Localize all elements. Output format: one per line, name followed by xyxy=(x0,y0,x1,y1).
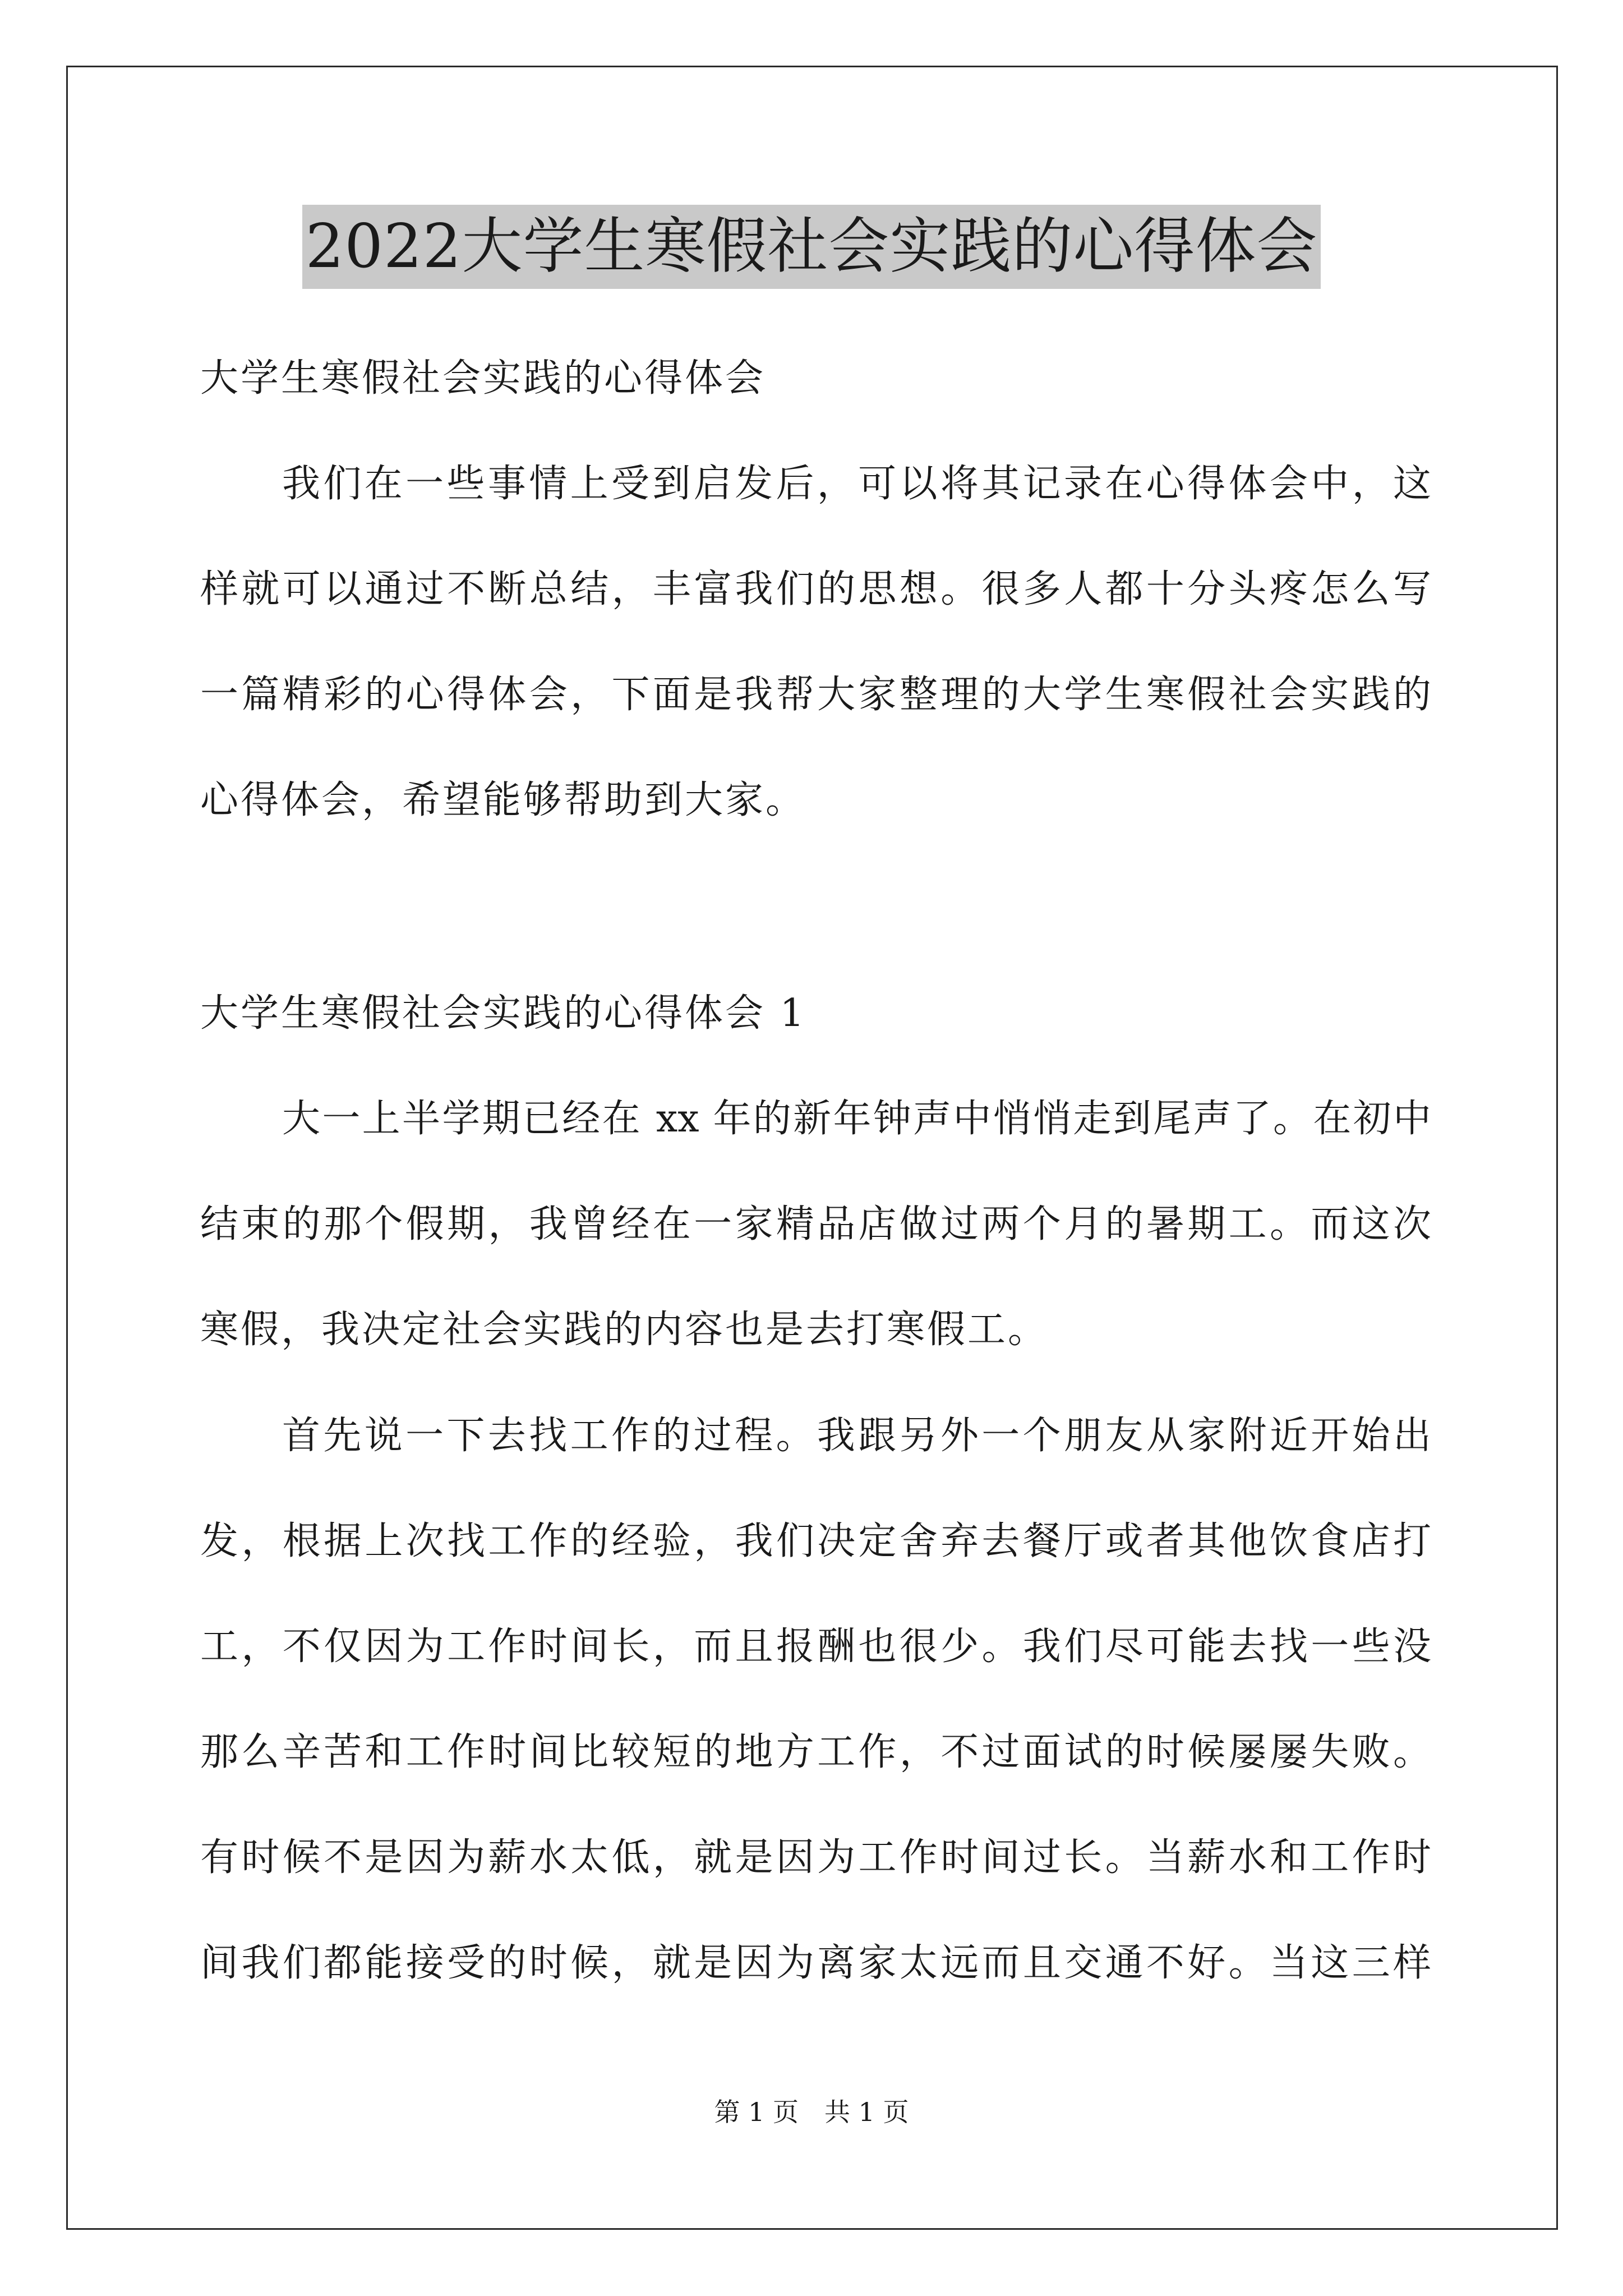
paragraph-line: 寒假，我决定社会实践的内容也是去打寒假工。 xyxy=(200,1308,1049,1352)
document-subtitle: 大学生寒假社会实践的心得体会 xyxy=(200,356,766,401)
intro-line: 我们在一些事情上受到启发后，可以将其记录在心得体会中，这 xyxy=(282,462,1431,506)
paragraph-line: 有时候不是因为薪水太低，就是因为工作时间过长。当薪水和工作时 xyxy=(200,1835,1431,1880)
paragraph-line: 那么辛苦和工作时间比较短的地方工作，不过面试的时候屡屡失败。 xyxy=(200,1730,1431,1774)
title-container xyxy=(0,205,1623,289)
intro-line: 一篇精彩的心得体会，下面是我帮大家整理的大学生寒假社会实践的 xyxy=(200,673,1431,717)
paragraph-line: 大一上半学期已经在 xx 年的新年钟声中悄悄走到尾声了。在初中 xyxy=(282,1097,1431,1141)
section-heading: 大学生寒假社会实践的心得体会 1 xyxy=(200,991,806,1036)
paragraph-line: 结束的那个假期，我曾经在一家精品店做过两个月的暑期工。而这次 xyxy=(200,1202,1431,1246)
intro-line: 心得体会，希望能够帮助到大家。 xyxy=(200,778,806,822)
intro-line: 样就可以通过不断总结，丰富我们的思想。很多人都十分头疼怎么写 xyxy=(200,567,1431,611)
paragraph-line: 间我们都能接受的时候，就是因为离家太远而且交通不好。当这三样 xyxy=(200,1941,1431,1985)
paragraph-line: 发，根据上次找工作的经验，我们决定舍弃去餐厅或者其他饮食店打 xyxy=(200,1519,1431,1563)
page-number: 第 1 页 共 1 页 xyxy=(714,2097,909,2127)
document-title: 2022大学生寒假社会实践的心得体会 xyxy=(302,205,1321,289)
paragraph-line: 首先说一下去找工作的过程。我跟另外一个朋友从家附近开始出 xyxy=(282,1414,1431,1458)
paragraph-line: 工，不仅因为工作时间长，而且报酬也很少。我们尽可能去找一些没 xyxy=(200,1625,1431,1669)
